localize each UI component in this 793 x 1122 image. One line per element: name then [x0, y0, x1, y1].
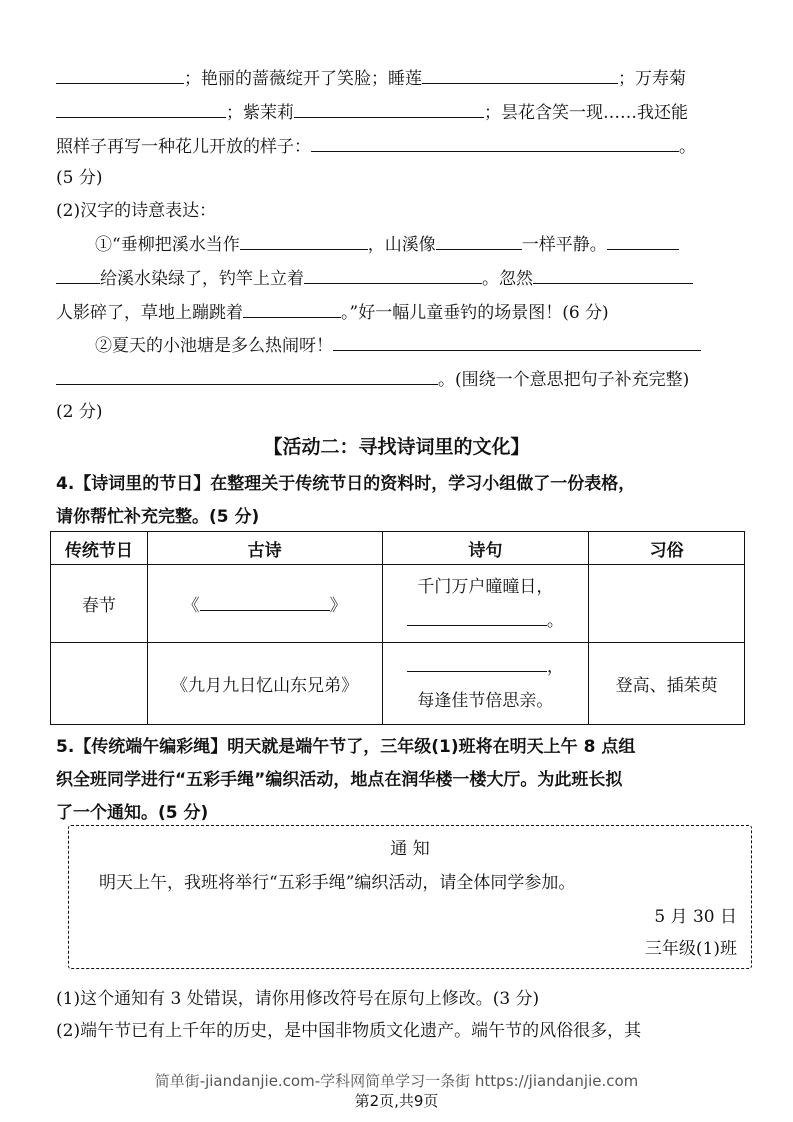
poem-cell: 《 》	[147, 565, 382, 643]
notice-title: 通 知	[390, 839, 430, 859]
q3-p4: ②夏天的小池塘是多么热闹呀！	[95, 333, 740, 358]
verse-cell: 千门万户曈曈日， 。	[382, 565, 589, 643]
custom-cell: 登高、插茱萸	[589, 643, 745, 725]
answer-blank[interactable]	[311, 134, 679, 152]
q3-line-2: ；紫茉莉 ；昙花含笑一现……我还能	[56, 100, 740, 125]
table-row	[51, 565, 745, 643]
activity-heading: 【活动二：寻找诗词里的文化】	[263, 436, 530, 458]
q5-sub-1: (1)这个通知有 3 处错误，请你用修改符号在原句上修改。(3 分)	[56, 989, 540, 1009]
table-header: 传统节日	[51, 532, 148, 565]
q5-line-1: 5.【传统端午编彩绳】明天就是端午节了，三年级(1)班将在明天上午 8 点组	[56, 737, 636, 757]
answer-blank[interactable]	[407, 654, 547, 672]
answer-blank[interactable]	[407, 608, 547, 626]
table-header: 习俗	[589, 532, 745, 565]
table-header: 古诗	[147, 532, 382, 565]
q5-line-2: 织全班同学进行“五彩手绳”编织活动，地点在润华楼一楼大厅。为此班长拟	[56, 770, 623, 790]
table-row	[51, 643, 745, 725]
answer-blank[interactable]	[200, 593, 330, 611]
poem-cell: 《九月九日忆山东兄弟》	[147, 643, 382, 725]
answer-blank[interactable]	[243, 300, 341, 318]
notice-signer: 三年级(1)班	[644, 939, 737, 959]
table-header: 诗句	[382, 532, 589, 565]
custom-cell[interactable]	[589, 565, 745, 643]
answer-blank[interactable]	[294, 100, 484, 118]
q3-line-1: ；艳丽的蔷薇绽开了笑脸；睡莲 ；万寿菊	[56, 66, 740, 91]
q5-line-3: 了一个通知。(5 分)	[56, 803, 209, 823]
festival-table	[50, 531, 745, 725]
page-number: 第2页,共9页	[354, 1092, 439, 1110]
answer-blank[interactable]	[240, 232, 368, 250]
q3-part2-score: (2 分)	[56, 402, 103, 422]
footer-site: 简单街-jiandanjie.com-学科网简单学习一条街 https://jiandanjie.com	[154, 1072, 639, 1090]
notice-box	[68, 825, 752, 969]
q3-part2-title: (2)汉字的诗意表达：	[56, 201, 217, 221]
festival-cell: 春节	[51, 565, 148, 643]
answer-blank[interactable]	[607, 232, 679, 250]
q3-line-3: 照样子再写一种花儿开放的样子： 。	[56, 134, 740, 159]
q3-score: (5 分)	[56, 168, 103, 188]
answer-blank[interactable]	[56, 266, 100, 284]
verse-cell: ， 每逢佳节倍思亲。	[382, 643, 589, 725]
answer-blank[interactable]	[56, 66, 184, 84]
answer-blank[interactable]	[333, 333, 701, 351]
answer-blank[interactable]	[422, 66, 618, 84]
notice-date: 5 月 30 日	[654, 907, 737, 927]
q3-p5: 。(围绕一个意思把句子补充完整)	[56, 367, 740, 392]
q3-p3: 人影碎了，草地上蹦跳着 。”好一幅儿童垂钓的场景图！(6 分)	[56, 300, 740, 325]
q5-sub-2: (2)端午节已有上千年的历史，是中国非物质文化遗产。端午节的风俗很多，其	[56, 1021, 642, 1041]
q4-line-2: 请你帮忙补充完整。(5 分)	[56, 507, 260, 527]
answer-blank[interactable]	[56, 100, 226, 118]
answer-blank[interactable]	[56, 367, 438, 385]
q3-p2: 给溪水染绿了，钓竿上立着 。忽然	[56, 266, 740, 291]
festival-cell[interactable]	[51, 643, 148, 725]
answer-blank[interactable]	[436, 232, 522, 250]
answer-blank[interactable]	[304, 266, 482, 284]
answer-blank[interactable]	[533, 266, 693, 284]
q4-line-1: 4.【诗词里的节日】在整理关于传统节日的资料时，学习小组做了一份表格，	[56, 474, 636, 494]
q3-p1: ①“垂柳把溪水当作 ，山溪像 一样平静。	[95, 232, 740, 257]
notice-body: 明天上午，我班将举行“五彩手绳”编织活动，请全体同学参加。	[99, 873, 576, 893]
table-header-row	[51, 532, 745, 565]
